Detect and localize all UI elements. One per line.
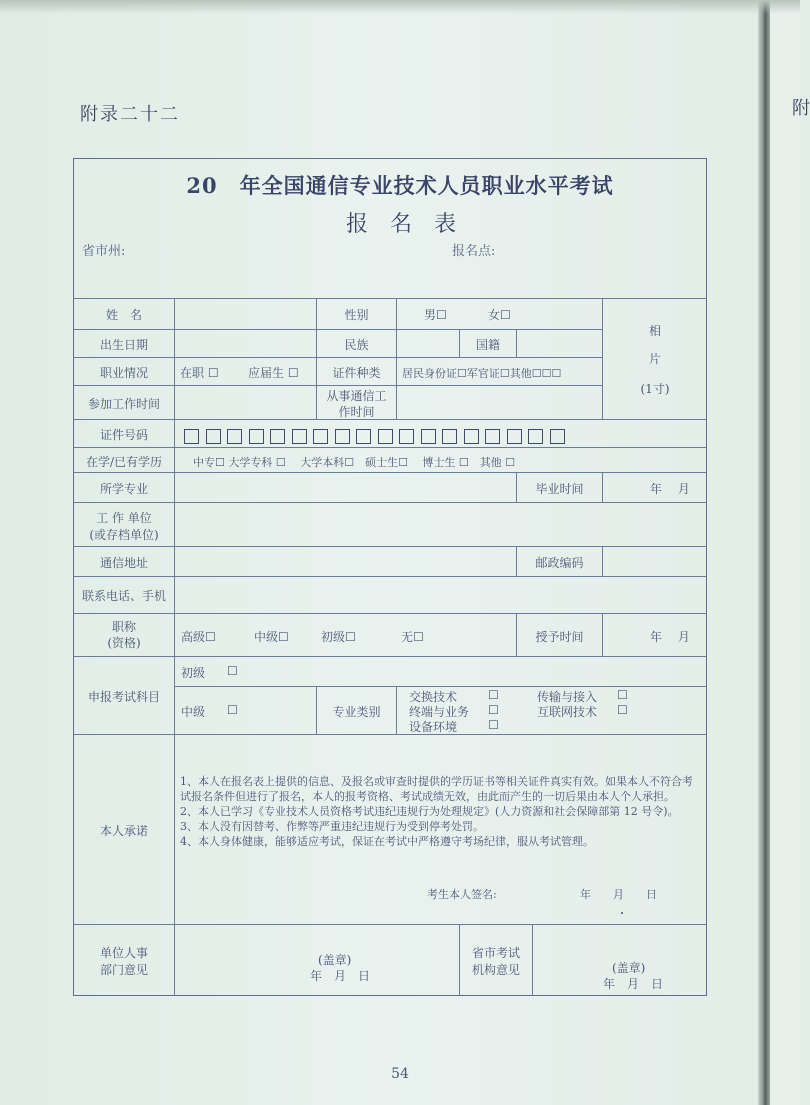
- id-digit-box[interactable]: [421, 429, 436, 444]
- grid-line: [602, 613, 603, 656]
- level-junior-label: 初级: [181, 666, 206, 680]
- id-digit-box[interactable]: [335, 429, 350, 444]
- spec-internet-checkbox[interactable]: ☐: [617, 703, 628, 717]
- graduation-time-label: 毕业时间: [535, 482, 584, 496]
- grid-line: [73, 329, 602, 330]
- name-label: 姓 名: [105, 308, 142, 322]
- spec-equipment-label: 设备环境: [409, 720, 458, 734]
- unit-seal-date: 年 月 日: [310, 969, 371, 983]
- id-digit-box[interactable]: [550, 429, 565, 444]
- photo-label: 片: [648, 352, 661, 366]
- intermediate-option[interactable]: 中级☐: [254, 630, 289, 644]
- junior-option[interactable]: 初级☐: [321, 630, 356, 644]
- grid-line: [73, 385, 602, 386]
- work-unit-sub-label: (或存档单位): [89, 528, 159, 542]
- spec-terminal-checkbox[interactable]: ☐: [488, 703, 499, 717]
- senior-option[interactable]: 高级☐: [181, 630, 216, 644]
- photo-label: 相: [648, 324, 661, 338]
- telecom-work-label: 作时间: [338, 405, 375, 419]
- grid-line: [73, 576, 707, 577]
- province-city-label: 省市州:: [82, 244, 126, 259]
- title-sub-label: (资格): [107, 636, 141, 650]
- grid-line: [396, 298, 397, 419]
- spec-transmission-label: 传输与接入: [537, 690, 598, 704]
- id-digit-box[interactable]: [356, 429, 371, 444]
- address-label: 通信地址: [99, 556, 148, 570]
- id-number-boxes[interactable]: [184, 426, 571, 445]
- signature-label: 考生本人签名:: [427, 888, 497, 901]
- id-digit-box[interactable]: [249, 429, 264, 444]
- pledge-item: 4、本人身体健康，能够适应考试，保证在考试中严格遵守考场纪律，服从考试管理。: [180, 835, 594, 848]
- grid-line: [516, 329, 517, 357]
- id-digit-box[interactable]: [507, 429, 522, 444]
- scan-shadow: [0, 0, 800, 14]
- grid-line: [73, 656, 707, 657]
- id-digit-box[interactable]: [270, 429, 285, 444]
- scan-speck: [621, 912, 623, 914]
- grid-line: [396, 686, 397, 734]
- none-option[interactable]: 无☐: [401, 630, 424, 644]
- appendix-label: 附录二十二: [80, 104, 180, 125]
- major-label: 所学专业: [99, 482, 148, 496]
- id-digit-box[interactable]: [528, 429, 543, 444]
- gender-male-option[interactable]: 男☐: [424, 308, 447, 322]
- page-number: 54: [391, 1066, 409, 1082]
- spec-internet-label: 互联网技术: [537, 705, 598, 719]
- grid-line: [174, 298, 175, 996]
- registration-form: [73, 158, 707, 996]
- id-digit-box[interactable]: [464, 429, 479, 444]
- photo-size-label: (1寸): [640, 382, 670, 396]
- id-digit-box[interactable]: [399, 429, 414, 444]
- id-digit-box[interactable]: [184, 429, 199, 444]
- exam-org-opinion-label: 省市考试: [471, 946, 520, 960]
- education-label: 在学/已有学历: [85, 455, 163, 469]
- id-digit-box[interactable]: [313, 429, 328, 444]
- postcode-label: 邮政编码: [535, 556, 584, 570]
- nationality-label: 国籍: [475, 338, 500, 352]
- graduation-year-month: 年 月: [650, 482, 690, 496]
- pledge-item: 1、本人在报名表上提供的信息、及报名或审查时提供的学历证书等相关证件真实有效。如果本人不符合考试报名条件但进行了报名，本人的报考资格、考试成绩无效，由此而产生的一切后果由本人个人承担。: [180, 775, 693, 803]
- education-options[interactable]: 中专☐ 大学专科 ☐ 大学本科☐ 硕士生☐ 博士生 ☐ 其他 ☐: [193, 456, 516, 469]
- unit-opinion-label: 单位人事: [99, 946, 148, 960]
- unit-seal: (盖章): [318, 953, 352, 967]
- title-label: 职称: [111, 620, 136, 634]
- employed-option[interactable]: 在职 ☐: [180, 366, 219, 380]
- telecom-work-label: 从事通信工: [326, 389, 387, 403]
- pledge-item: 2、本人已学习《专业技术人员资格考试违纪违规行为处理规定》(人力资源和社会保障部第 12 号令)。: [180, 805, 679, 818]
- spec-equipment-checkbox[interactable]: ☐: [488, 718, 499, 732]
- next-page-edge: [770, 0, 800, 1105]
- grid-line: [73, 546, 707, 547]
- exam-org-opinion-label: 机构意见: [471, 963, 520, 977]
- grid-line: [602, 546, 603, 576]
- grid-line: [73, 613, 707, 614]
- id-type-label: 证件种类: [332, 366, 381, 380]
- form-subtitle: 报名表: [345, 212, 478, 237]
- level-intermediate-checkbox[interactable]: ☐: [227, 703, 238, 717]
- unit-opinion-label: 部门意见: [99, 963, 148, 977]
- award-time-label: 授予时间: [535, 630, 584, 644]
- pledge-text: [180, 774, 702, 849]
- signature-date: 年 月 日: [580, 888, 657, 901]
- grid-line: [73, 472, 707, 473]
- exam-subject-label: 申报考试科目: [87, 690, 160, 704]
- id-digit-box[interactable]: [442, 429, 457, 444]
- pledge-item: 3、本人没有因替考、作弊等严重违纪违规行为受到停考处罚。: [180, 820, 484, 833]
- grid-line: [73, 924, 707, 925]
- pledge-label: 本人承诺: [99, 824, 148, 838]
- level-junior-checkbox[interactable]: ☐: [227, 664, 238, 678]
- ethnicity-label: 民族: [344, 338, 369, 352]
- award-year-month: 年 月: [650, 630, 690, 644]
- spec-terminal-label: 终端与业务: [409, 705, 470, 719]
- id-digit-box[interactable]: [206, 429, 221, 444]
- grid-line: [602, 472, 603, 502]
- grid-line: [174, 686, 707, 687]
- spec-switching-label: 交换技术: [409, 690, 458, 704]
- level-intermediate-label: 中级: [181, 705, 206, 719]
- id-digit-box[interactable]: [227, 429, 242, 444]
- id-number-label: 证件号码: [99, 428, 148, 442]
- gender-label: 性别: [344, 308, 369, 322]
- id-digit-box[interactable]: [292, 429, 307, 444]
- grid-line: [73, 447, 707, 448]
- grid-line: [532, 924, 533, 996]
- form-title: 20 年全国通信专业技术人员职业水平考试: [186, 173, 614, 198]
- phone-label: 联系电话、手机: [81, 589, 166, 603]
- grid-line: [73, 734, 707, 735]
- id-digit-box[interactable]: [378, 429, 393, 444]
- specialty-label: 专业类别: [332, 705, 381, 719]
- registration-point-label: 报名点:: [452, 244, 496, 259]
- exam-org-seal: (盖章): [612, 961, 646, 975]
- gender-female-option[interactable]: 女☐: [488, 308, 511, 322]
- graduate-option[interactable]: 应届生 ☐: [248, 366, 299, 380]
- employment-status-label: 职业情况: [99, 366, 148, 380]
- exam-org-seal-date: 年 月 日: [603, 977, 664, 991]
- grid-line: [73, 298, 707, 299]
- work-start-label: 参加工作时间: [87, 397, 160, 411]
- birth-date-label: 出生日期: [99, 338, 148, 352]
- id-digit-box[interactable]: [485, 429, 500, 444]
- spec-switching-checkbox[interactable]: ☐: [488, 688, 499, 702]
- grid-line: [73, 502, 707, 503]
- next-page-fragment: 附: [792, 98, 810, 119]
- id-type-options[interactable]: 居民身份证☐军官证☐其他☐☐☐: [402, 367, 562, 380]
- spec-transmission-checkbox[interactable]: ☐: [617, 688, 628, 702]
- book-gutter: [758, 0, 770, 1105]
- work-unit-label: 工 作 单位: [96, 511, 152, 525]
- grid-line: [73, 357, 602, 358]
